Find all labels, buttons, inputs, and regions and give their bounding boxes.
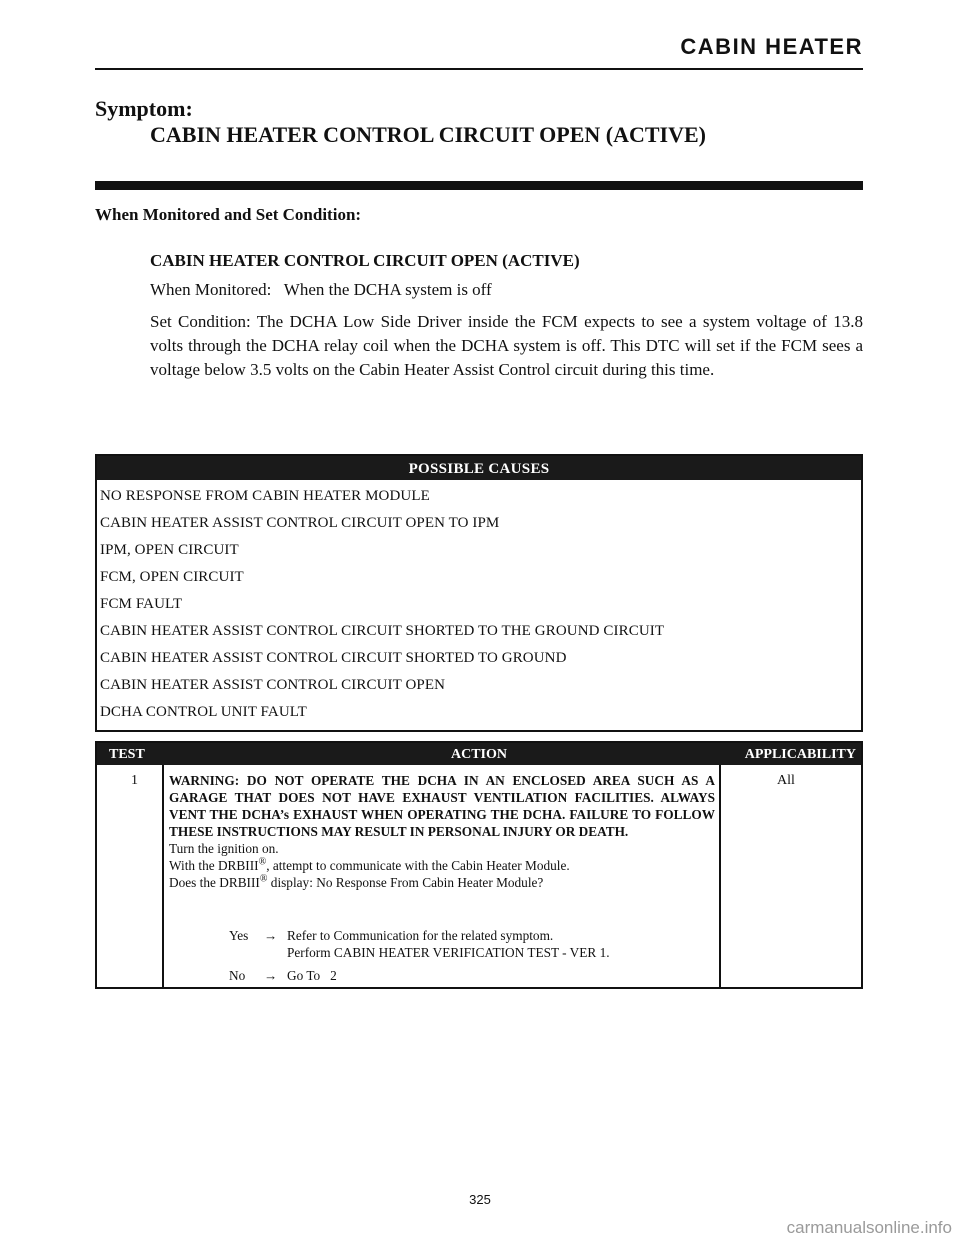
test-table <box>95 741 863 989</box>
cause-item: NO RESPONSE FROM CABIN HEATER MODULE <box>100 488 430 504</box>
monitoring-heading: When Monitored and Set Condition: <box>95 205 362 224</box>
arrow-icon: → <box>264 928 278 943</box>
column-divider <box>719 765 721 987</box>
arrow-icon: → <box>264 968 278 983</box>
cause-item: FCM FAULT <box>100 596 183 612</box>
test-number: 1 <box>131 773 138 788</box>
cause-item: CABIN HEATER ASSIST CONTROL CIRCUIT SHORTED TO THE GROUND CIRCUIT <box>100 623 665 639</box>
step-question-post: display: No Response From Cabin Heater Module? <box>267 875 544 890</box>
result-no-label: No <box>229 968 246 983</box>
condition-title: CABIN HEATER CONTROL CIRCUIT OPEN (ACTIVE) <box>150 251 580 270</box>
result-yes-line1: Refer to Communication for the related symptom. <box>287 928 554 943</box>
section-header: CABIN HEATER <box>680 34 863 59</box>
header-applicability: APPLICABILITY <box>744 747 856 762</box>
cause-item: CABIN HEATER ASSIST CONTROL CIRCUIT OPEN TO IPM <box>100 515 500 531</box>
possible-causes-list <box>97 480 861 730</box>
step-question-pre: Does the DRBIII <box>169 875 260 890</box>
step-question <box>169 874 715 891</box>
cause-item: IPM, OPEN CIRCUIT <box>100 542 239 558</box>
test-table-header <box>97 743 861 765</box>
cause-item: CABIN HEATER ASSIST CONTROL CIRCUIT OPEN <box>100 677 446 693</box>
registered-mark: ® <box>258 856 267 868</box>
divider-bar <box>95 181 863 190</box>
cause-item: FCM, OPEN CIRCUIT <box>100 569 244 585</box>
action-cell <box>169 772 715 891</box>
column-divider <box>162 765 164 987</box>
symptom-label: Symptom: <box>95 96 193 121</box>
cause-item: DCHA CONTROL UNIT FAULT <box>100 704 307 720</box>
symptom-title: CABIN HEATER CONTROL CIRCUIT OPEN (ACTIVE) <box>150 122 706 147</box>
result-yes-line2: Perform CABIN HEATER VERIFICATION TEST - VER 1. <box>287 945 610 960</box>
possible-causes-header: POSSIBLE CAUSES <box>97 456 861 480</box>
applicability-value: All <box>777 773 795 788</box>
when-monitored-text: When Monitored: When the DCHA system is off <box>150 280 492 299</box>
registered-mark: ® <box>259 873 268 885</box>
section-rule <box>95 68 863 70</box>
cause-item: CABIN HEATER ASSIST CONTROL CIRCUIT SHORTED TO GROUND <box>100 650 567 666</box>
page-number: 325 <box>469 1192 491 1207</box>
result-no-text: Go To 2 <box>287 968 337 983</box>
header-action: ACTION <box>450 747 507 762</box>
possible-causes-box <box>95 454 863 732</box>
result-yes-label: Yes <box>229 928 249 943</box>
step-ignition: Turn the ignition on. <box>169 841 279 856</box>
step-communicate-pre: With the DRBIII <box>169 858 259 873</box>
step-communicate <box>169 857 715 874</box>
step-communicate-post: , attempt to communicate with the Cabin Heater Module. <box>266 858 570 873</box>
header-test: TEST <box>109 747 145 762</box>
watermark: carmanualsonline.info <box>786 1218 952 1237</box>
set-condition-text: Set Condition: The DCHA Low Side Driver inside the FCM expects to see a system voltage of 13.8 volts through the DCHA relay coil when the DCHA system is off. This DTC will set if the FCM sees a voltage below 3.5 volts on the Cabin Heater Assist Control circuit during this time. <box>150 312 863 379</box>
warning-text: WARNING: DO NOT OPERATE THE DCHA IN AN ENCLOSED AREA SUCH AS A GARAGE THAT DOES NOT HAVE EXHAUST VENTILATION FACILITIES. ALWAYS VENT THE DCHA’s EXHAUST WHEN OPERATING THE DCHA. FAILURE TO FOLLOW THESE INSTRUCTIONS MAY RESULT IN PERSONAL INJURY OR DEATH. <box>169 773 715 839</box>
